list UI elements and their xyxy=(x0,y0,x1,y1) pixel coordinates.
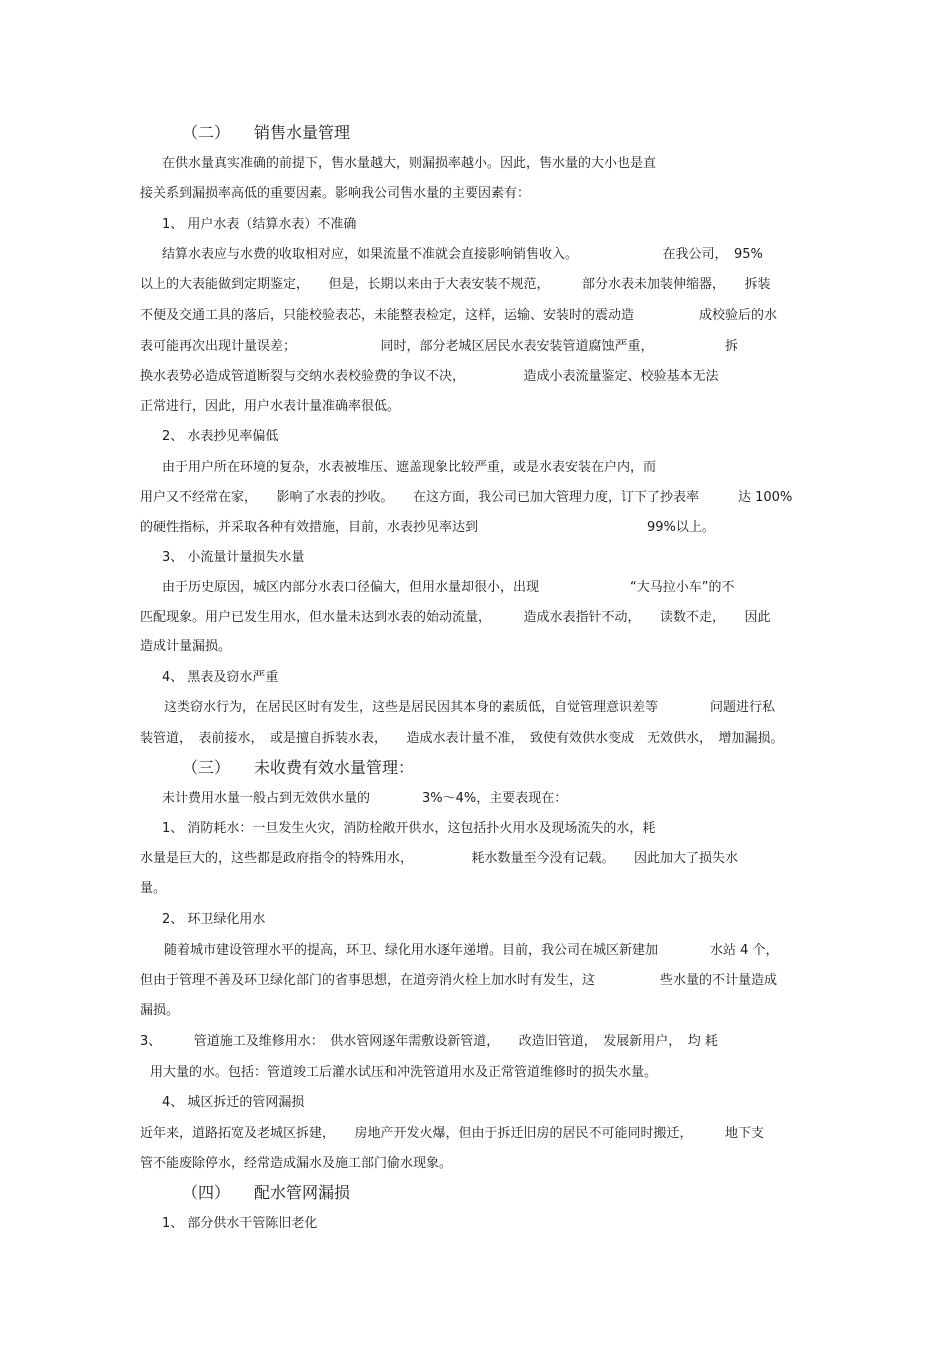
section-heading-2: （二） 销售水量管理 xyxy=(182,123,351,142)
paragraph-line: 接关系到漏损率高低的重要因素。影响我公司售水量的主要因素有： xyxy=(140,186,531,201)
list-heading: 4、 黑表及窃水严重 xyxy=(162,670,279,685)
list-heading: 1、 消防耗水：一旦发生火灾，消防栓敞开供水，这包括扑火用水及现场流失的水，耗 xyxy=(162,821,656,836)
paragraph-line: 但由于管理不善及环卫绿化部门的省事思想，在道旁消火栓上加水时有发生，这 些水量的不计量造成 xyxy=(140,973,778,988)
paragraph-line: 结算水表应与水费的收取相对应，如果流量不准就会直接影响销售收入。 在我公司， 95% xyxy=(162,247,763,262)
list-heading: 1、 部分供水干管陈旧老化 xyxy=(162,1216,318,1231)
paragraph-line: 正常进行，因此，用户水表计量准确率很低。 xyxy=(140,399,401,414)
paragraph-line: 漏损。 xyxy=(140,1003,180,1018)
list-heading: 2、 水表抄见率偏低 xyxy=(162,429,279,444)
paragraph-line: 水量是巨大的，这些都是政府指令的特殊用水， 耗水数量至今没有记载。 因此加大了损失水 xyxy=(140,851,739,866)
paragraph-line: 造成计量漏损。 xyxy=(140,639,232,654)
paragraph-line: 用大量的水。包括：管道竣工后灌水试压和冲洗管道用水及正常管道维修时的损失水量。 xyxy=(150,1065,658,1080)
paragraph-line: 装管道， 表前接水， 或是擅自拆装水表， 造成水表计量不准， 致使有效供水变成 无效供水， 增加漏损。 xyxy=(140,731,784,746)
paragraph-line: 管不能废除停水，经常造成漏水及施工部门偷水现象。 xyxy=(140,1156,453,1171)
list-heading: 1、 用户水表（结算水表）不准确 xyxy=(162,217,357,232)
paragraph-line: 近年来，道路拓宽及老城区拆建， 房地产开发火爆，但由于拆迁旧房的居民不可能同时搬迁， 地下支 xyxy=(140,1126,765,1141)
paragraph-line: 随着城市建设管理水平的提高，环卫、绿化用水逐年递增。目前，我公司在城区新建加 水站 4 个， xyxy=(164,943,779,958)
section-heading-4: （四） 配水管网漏损 xyxy=(182,1183,351,1202)
paragraph-line: 用户又不经常在家， 影响了水表的抄收。 在这方面，我公司已加大管理力度，订下了抄表率 达 100% xyxy=(140,490,793,505)
section-heading-3: （三） 未收费有效水量管理： xyxy=(182,758,415,777)
paragraph-line: 不便及交通工具的落后，只能校验表芯，未能整表检定，这样，运输、安装时的震动造 成校验后的水 xyxy=(140,308,778,323)
paragraph-line: 量。 xyxy=(140,881,167,896)
paragraph-line: 未计费用水量一般占到无效供水量的 3%～4%，主要表现在： xyxy=(162,791,568,806)
list-heading: 2、 环卫绿化用水 xyxy=(162,912,266,927)
paragraph-line: 的硬性指标，并采取各种有效措施，目前，水表抄见率达到 99%以上。 xyxy=(140,520,715,535)
paragraph-line: 在供水量真实准确的前提下，售水量越大，则漏损率越小。因此，售水量的大小也是直 xyxy=(162,156,657,171)
list-heading: 3、 小流量计量损失水量 xyxy=(162,550,305,565)
list-heading: 3、 管道施工及维修用水： 供水管网逐年需敷设新管道， 改造旧管道， 发展新用户， 均 耗 xyxy=(140,1034,718,1049)
paragraph-line: 以上的大表能做到定期鉴定， 但是，长期以来由于大表安装不规范， 部分水表未加装伸缩器， 拆装 xyxy=(140,277,771,292)
paragraph-line: 换水表势必造成管道断裂与交纳水表校验费的争议不决， 造成小表流量鉴定、校验基本无法 xyxy=(140,369,719,384)
paragraph-line: 这类窃水行为，在居民区时有发生，这些是居民因其本身的素质低，自觉管理意识差等 问题进行私 xyxy=(164,700,776,715)
paragraph-line: 表可能再次出现计量误差； 同时，部分老城区居民水表安装管道腐蚀严重， 拆 xyxy=(140,339,739,354)
paragraph-line: 由于历史原因，城区内部分水表口径偏大，但用水量却很小，出现 “大马拉小车”的不 xyxy=(162,580,735,595)
list-heading: 4、 城区拆迁的管网漏损 xyxy=(162,1095,305,1110)
paragraph-line: 匹配现象。用户已发生用水，但水量未达到水表的始动流量， 造成水表指针不动， 读数不走， 因此 xyxy=(140,610,771,625)
paragraph-line: 由于用户所在环境的复杂，水表被堆压、遮盖现象比较严重，或是水表安装在户内，而 xyxy=(162,460,657,475)
